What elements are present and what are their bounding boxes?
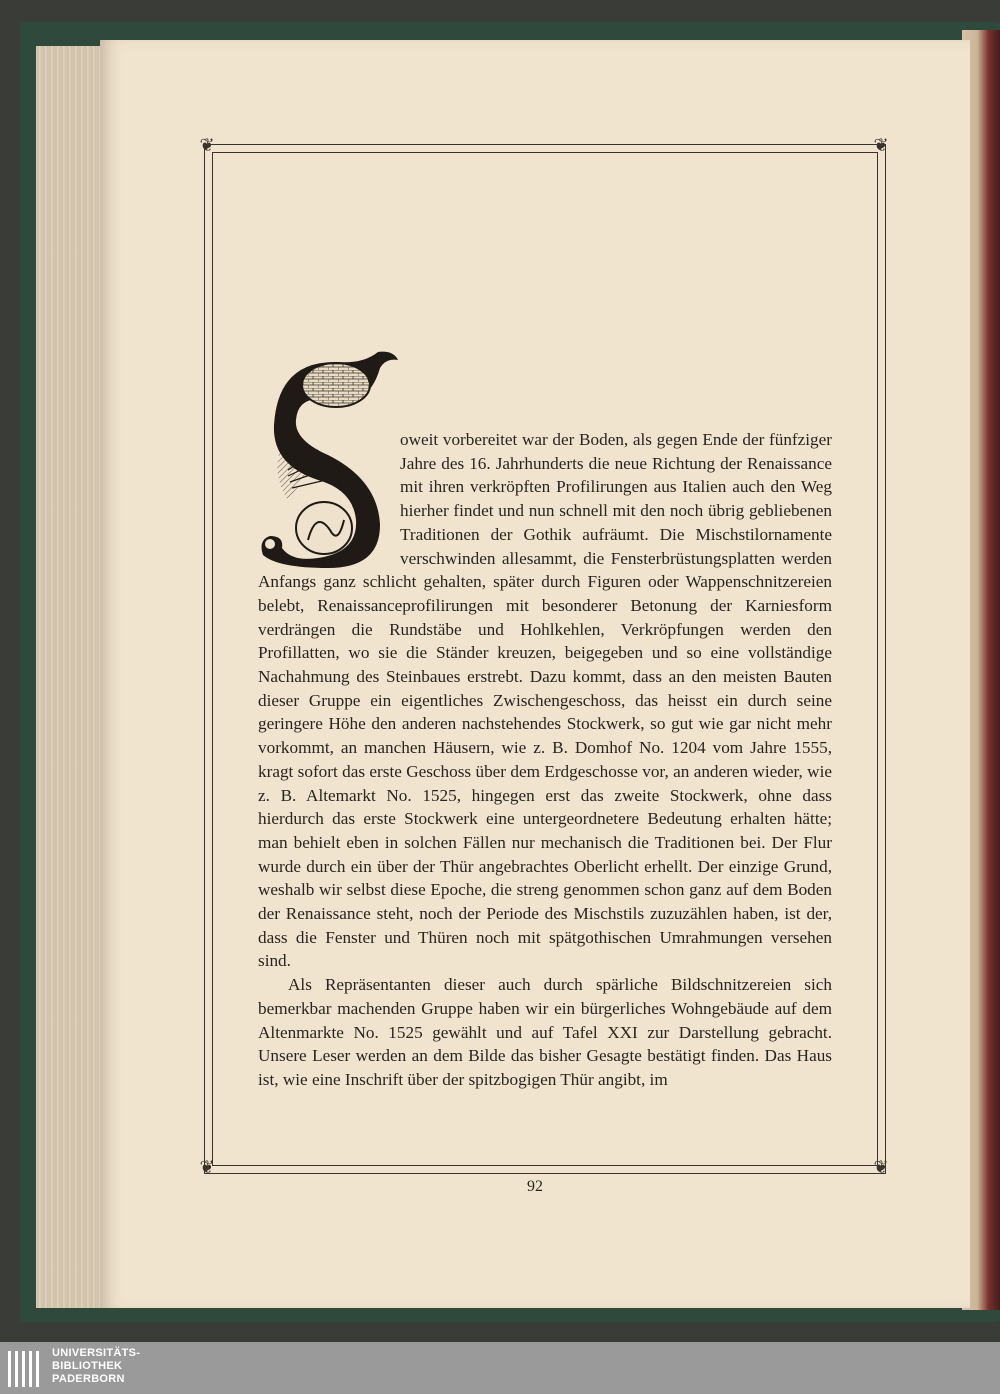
paragraph-1: oweit vorbereitet war der Boden, als gegen Ende der fünfziger Jahre des 16. Jahrhunderts die neue Richtung der Renaissance mit ihren verkröpften Profilirungen aus Italien auch den Weg hierher findet und nun schnell mit den noch übrig gebliebenen Traditionen der Gothik aufräumt. Die Mischstilornamente verschwinden allesammt, die Fensterbrüstungsplatten werden Anfangs ganz schlicht gehalten, später durch Figuren oder Wappenschnitzereien belebt, Renaissanceprofilirungen mit besonderer Betonung der Karniesform verdrängen die Rundstäbe und Hohlkehlen, Verkröpfungen werden den Profillatten, wo sie die Ständer kreuzen, beigegeben und so eine vollständige Nachahmung des Steinbaues erstrebt. Dazu kommt, dass an den meisten Bauten dieser Gruppe ein eigentliches Zwischengeschoss, das heisst ein durch seine geringere Höhe den anderen nachstehendes Stockwerk, so gut wie gar nicht mehr vorkommt, an manchen Häusern, wie z. B. Domhof No. 1204 vom Jahre 1555, kragt sofort das erste Geschoss über dem Erdgeschosse vor, an anderen wieder, wie z. B. Altemarkt No. 1525, hingegen erst das zweite Stockwerk, ohne dass hierdurch das erste Stockwerk eine untergeordnetere Bedeutung erhalten hätte; man behielt eben in solchen Fällen nur mechanisch die Traditionen bei. Der Flur wurde durch ein über der Thür angebrachtes Oberlicht erhellt. Der einzige Grund, weshalb wir selbst diese Epoche, die streng genommen schon ganz auf dem Boden der Renaissance steht, noch der Periode des Mischstils zuzuzählen haben, ist der, dass die Fenster und Thüren noch mit spätgothischen Umrahmungen versehen sind.	[258, 430, 832, 971]
library-logo-icon	[6, 1347, 46, 1391]
library-footer	[0, 1342, 1000, 1394]
ornament-icon: ❦	[199, 135, 215, 156]
ornament-icon: ❦	[199, 1157, 215, 1178]
ornament-icon: ❦	[873, 1157, 889, 1178]
library-line-2: BIBLIOTHEK	[52, 1360, 123, 1372]
library-name	[52, 1347, 140, 1386]
library-line-3: PADERBORN	[52, 1373, 125, 1385]
drop-cap-space	[258, 428, 398, 565]
paragraph-2: Als Repräsentanten dieser auch durch spärliche Bildschnitzereien sich bemerkbar machenden Gruppe haben wir ein bürgerliches Wohngebäude auf dem Altenmarkte No. 1525 gewählt und auf Tafel XXI zur Darstellung gebracht. Unsere Leser werden an dem Bilde das bisher Gesagte bestätigt finden. Das Haus ist, wie eine Inschrift über der spitzbogigen Thür angibt, im	[258, 975, 832, 1089]
body-text	[258, 428, 832, 1092]
book-page	[100, 40, 970, 1308]
library-line-1: UNIVERSITÄTS-	[52, 1347, 141, 1359]
page-edges	[36, 46, 106, 1308]
page-number: 92	[527, 1178, 543, 1195]
ornament-icon: ❦	[873, 135, 889, 156]
